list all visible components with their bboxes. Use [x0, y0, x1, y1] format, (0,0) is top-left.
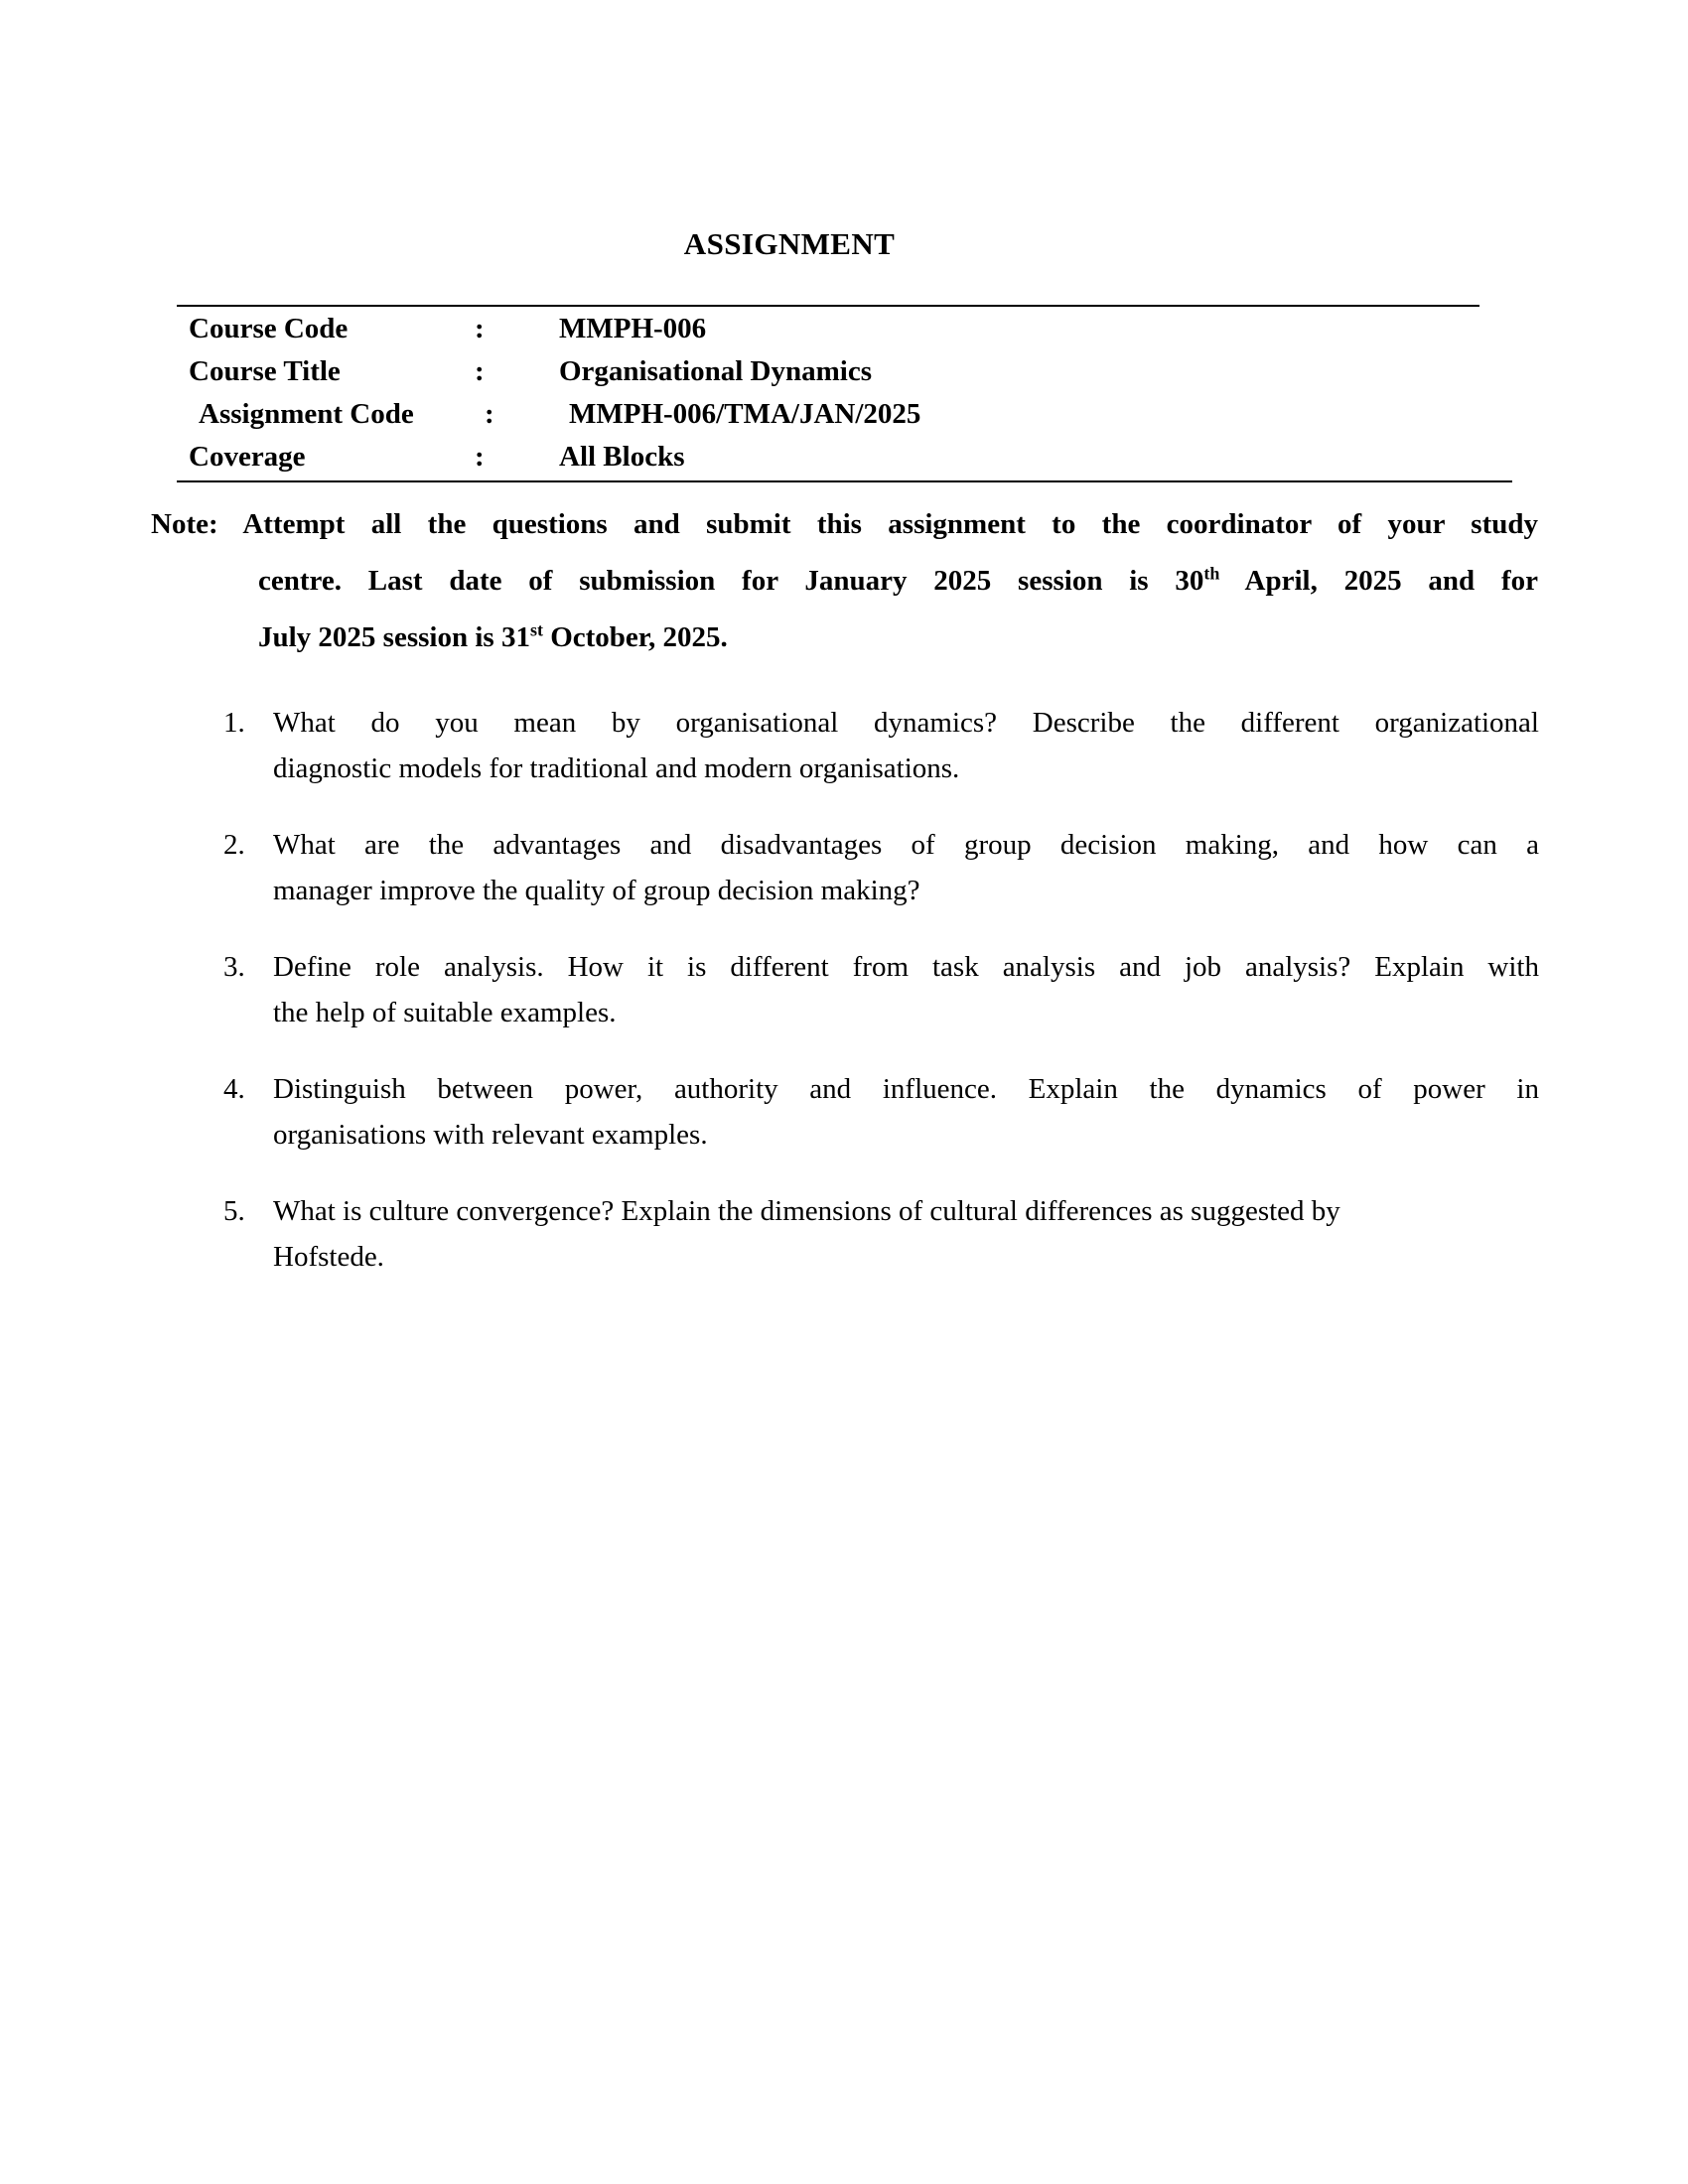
- info-row-course-code: [189, 313, 1380, 355]
- info-colon-course-code: :: [475, 313, 485, 344]
- info-label-coverage: Coverage: [189, 441, 306, 473]
- info-label-assignment-code: Assignment Code: [199, 398, 414, 430]
- question-number: 1.: [223, 707, 245, 739]
- question-line: Distinguish between power, authority and influence. Explain the dynamics of power in: [273, 1073, 1539, 1105]
- info-colon-assignment-code: :: [485, 398, 494, 430]
- question-line: organisations with relevant examples.: [273, 1119, 708, 1151]
- question-line: What is culture convergence? Explain the dimensions of cultural differences as suggested by: [273, 1195, 1340, 1227]
- question-text: [273, 1066, 1539, 1158]
- question-line: Hofstede.: [273, 1241, 384, 1273]
- ordinal-suffix-st: st: [529, 619, 543, 640]
- question-number: 5.: [223, 1195, 245, 1227]
- info-value-course-code: MMPH-006: [559, 313, 707, 344]
- header-rule-bottom: [177, 480, 1512, 482]
- question-text: [273, 1188, 1539, 1280]
- question-line: What are the advantages and disadvantages of group decision making, and how can a: [273, 829, 1539, 861]
- page-title: ASSIGNMENT: [683, 226, 896, 261]
- note-line-2-text-b: April, 2025 and for: [1219, 565, 1538, 597]
- question-number: 2.: [223, 829, 245, 861]
- list-item: [223, 700, 1539, 791]
- info-label-course-code: Course Code: [189, 313, 349, 344]
- note-line-3-text-b: October, 2025.: [542, 621, 728, 653]
- question-text: [273, 700, 1539, 791]
- info-value-course-title: Organisational Dynamics: [559, 355, 872, 387]
- list-item: [223, 1066, 1539, 1158]
- submission-note: [151, 496, 1538, 666]
- question-text: [273, 944, 1539, 1035]
- info-value-assignment-code: MMPH-006/TMA/JAN/2025: [569, 398, 921, 430]
- question-text: [273, 822, 1539, 913]
- ordinal-suffix-th: th: [1203, 563, 1220, 584]
- info-label-course-title: Course Title: [189, 355, 341, 387]
- info-row-course-title: [189, 355, 1380, 398]
- question-list: [223, 700, 1539, 1310]
- course-info-table: [189, 313, 1380, 483]
- header-rule-top: [177, 305, 1479, 307]
- info-row-assignment-code: [189, 398, 1380, 441]
- question-line: diagnostic models for traditional and modern organisations.: [273, 752, 960, 784]
- note-line-1: Note: Attempt all the questions and submit this assignment to the coordinator of your study: [151, 508, 1538, 540]
- info-colon-course-title: :: [475, 355, 485, 387]
- note-line-2: [151, 553, 1538, 610]
- question-number: 4.: [223, 1073, 245, 1105]
- question-number: 3.: [223, 951, 245, 983]
- list-item: [223, 1188, 1539, 1280]
- question-line: the help of suitable examples.: [273, 997, 617, 1028]
- question-line: Define role analysis. How it is different from task analysis and job analysis? Explain with: [273, 951, 1539, 983]
- note-line-3-text-a: July 2025 session is 31: [258, 621, 530, 653]
- question-line: manager improve the quality of group decision making?: [273, 875, 920, 906]
- list-item: [223, 822, 1539, 913]
- info-value-coverage: All Blocks: [559, 441, 685, 473]
- info-row-coverage: [189, 441, 1380, 483]
- question-line: What do you mean by organisational dynamics? Describe the different organizational: [273, 707, 1539, 739]
- note-line-2-text-a: centre. Last date of submission for January 2025 session is 30: [258, 565, 1204, 597]
- list-item: [223, 944, 1539, 1035]
- info-colon-coverage: :: [475, 441, 485, 473]
- note-line-3: [151, 610, 1538, 666]
